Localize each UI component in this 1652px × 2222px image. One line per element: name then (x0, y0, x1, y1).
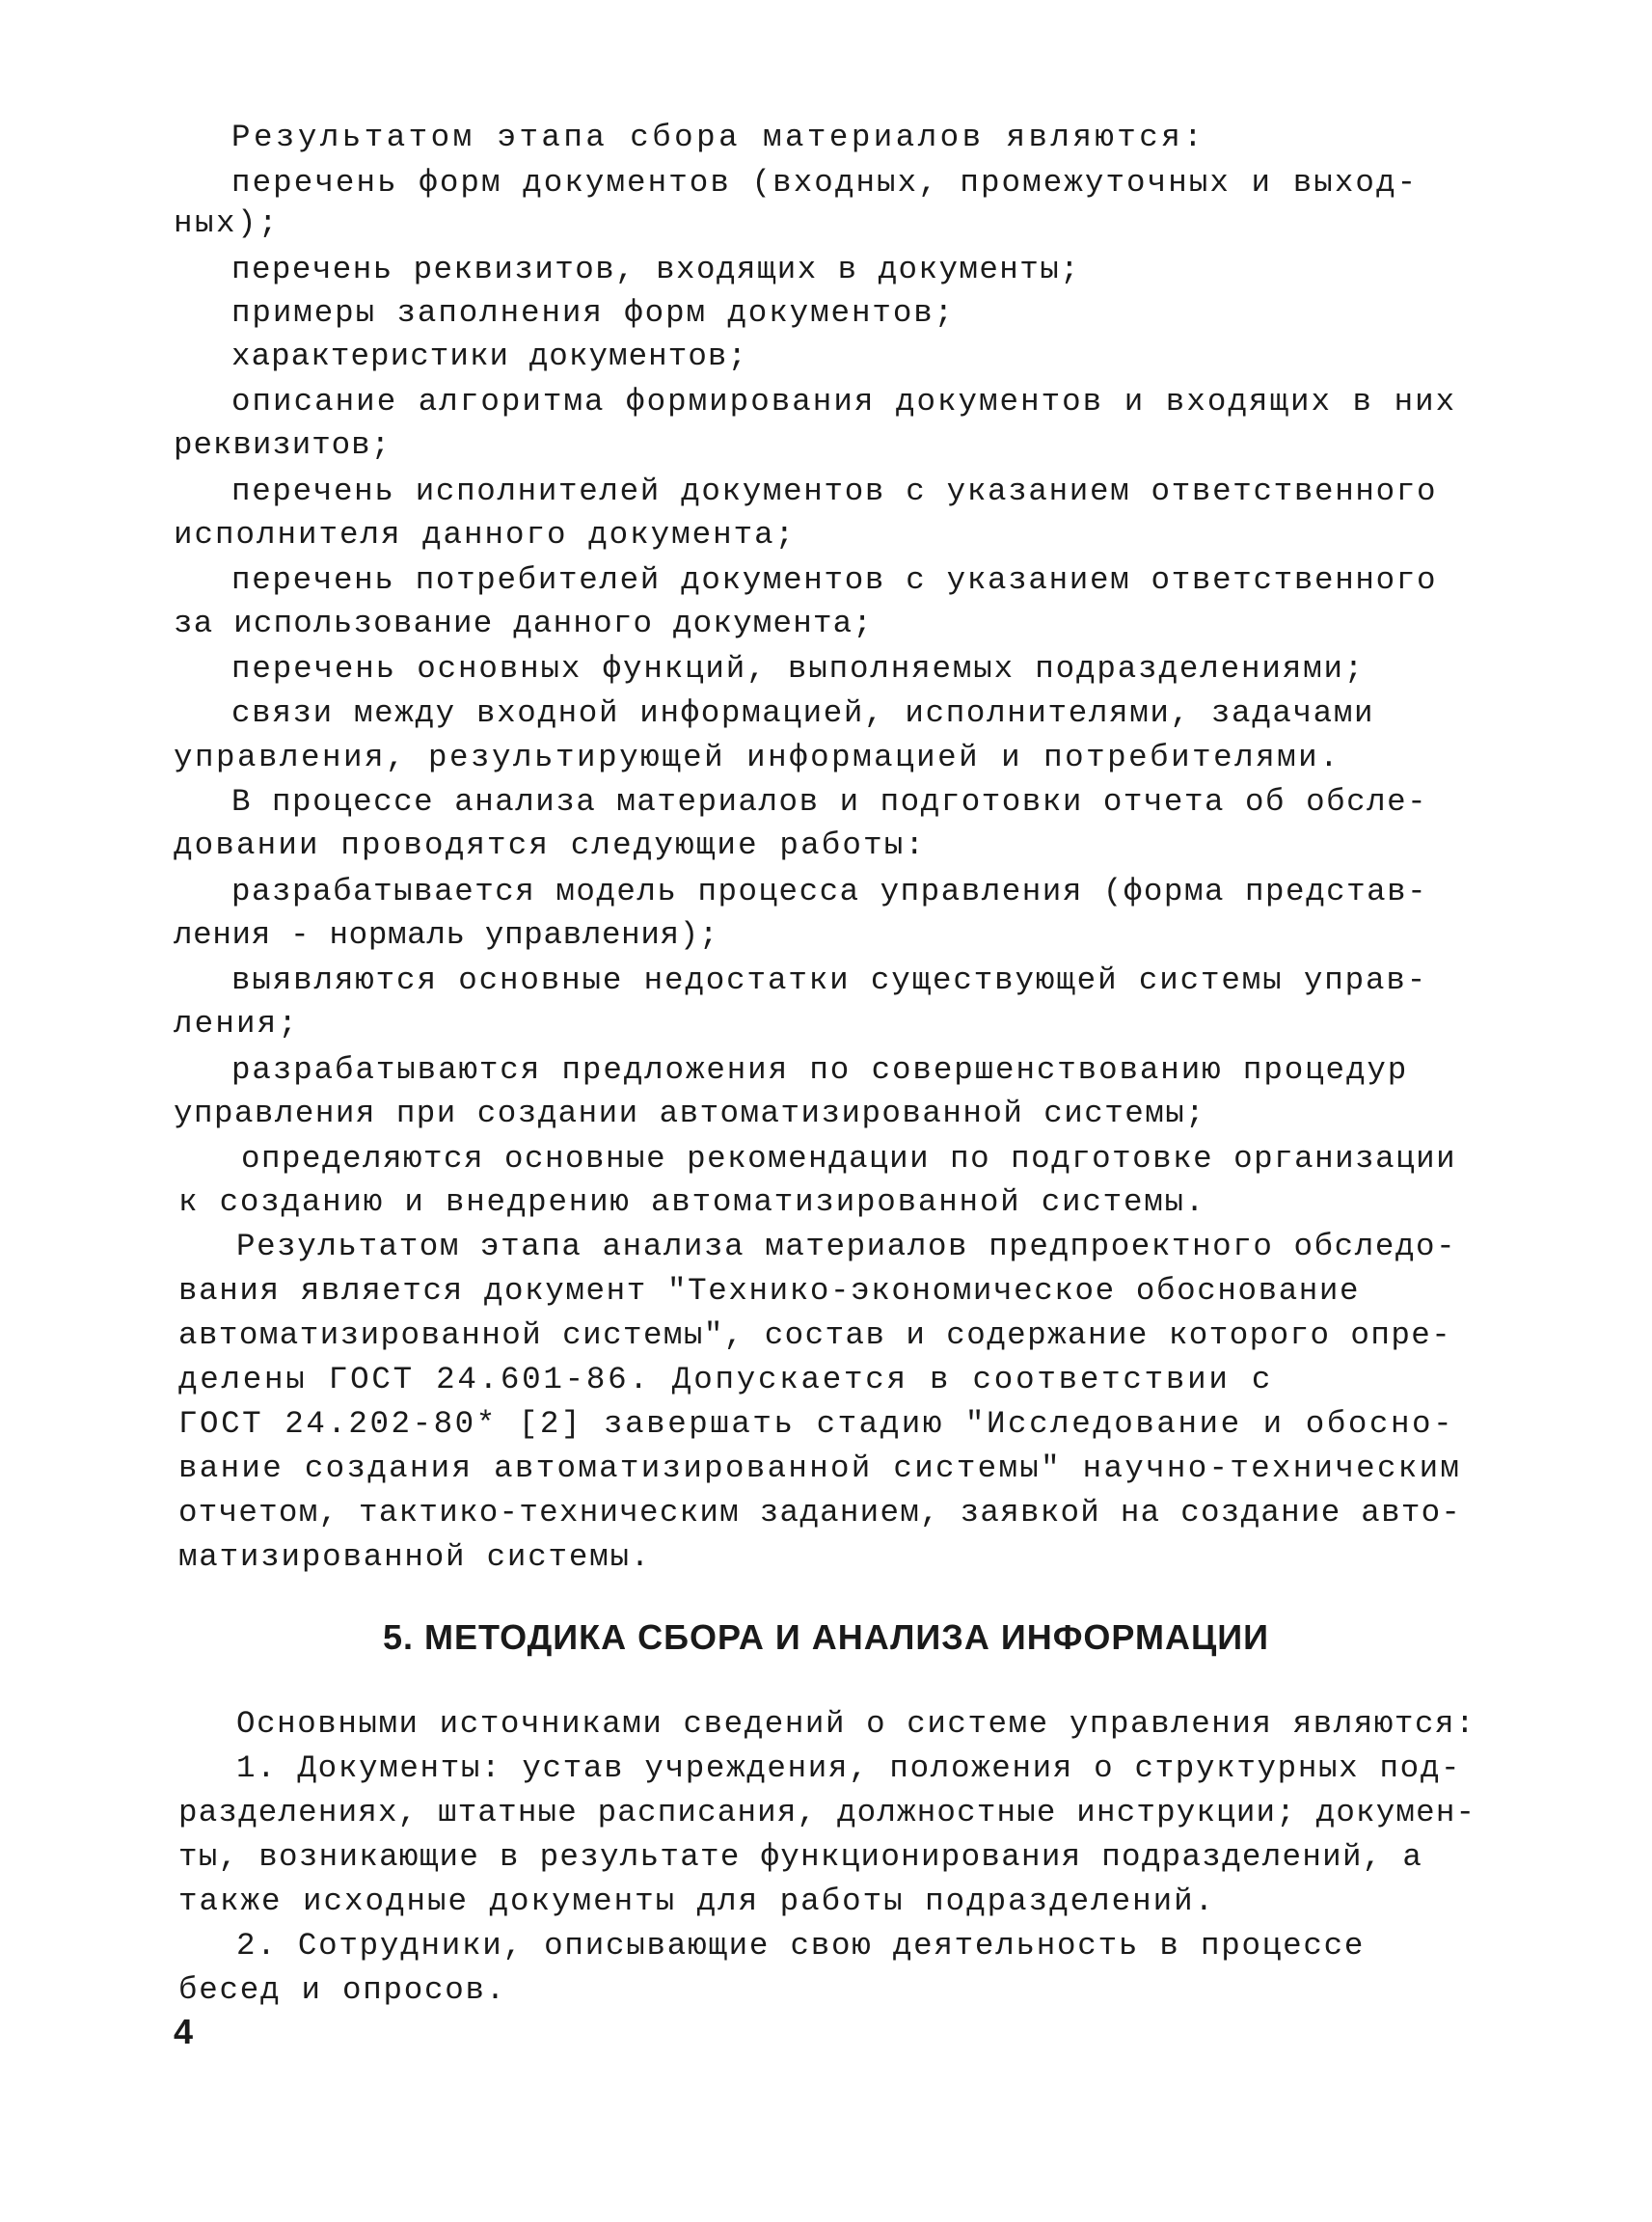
text-line: ных); (174, 205, 281, 241)
text-line: описание алгоритма формирования документов и входящих в них (231, 384, 1457, 420)
text-line: выявляются основные недостатки существующей системы управ- (231, 962, 1428, 998)
text-line: разрабатывается модель процесса управления (форма представ- (231, 874, 1428, 909)
text-line: делены ГОСТ 24.601-86. Допускается в соответствии с (178, 1362, 1274, 1397)
text-line: управления, результирующей информацией и потребителями. (174, 740, 1341, 775)
text-line: Результатом этапа сбора материалов являются: (231, 120, 1206, 155)
text-line: характеристики документов; (231, 339, 748, 374)
text-line: автоматизированной системы", состав и содержание которого опре- (178, 1317, 1452, 1353)
text-line: также исходные документы для работы подразделений. (178, 1883, 1216, 1919)
text-line: Результатом этапа анализа материалов предпроектного обследо- (236, 1229, 1457, 1264)
text-line: перечень форм документов (входных, промежуточных и выход- (231, 165, 1419, 201)
text-line: ления - нормаль управления); (174, 917, 719, 953)
text-line: ления; (174, 1006, 300, 1042)
text-line: перечень основных функций, выполняемых подразделениями; (231, 651, 1366, 687)
text-line: довании проводятся следующие работы: (174, 827, 927, 863)
text-line: В процессе анализа материалов и подготовки отчета об обсле- (231, 784, 1428, 820)
text-line: 1. Документы: устав учреждения, положения о структурных под- (236, 1750, 1462, 1786)
text-line: к созданию и внедрению автоматизированной системы. (178, 1184, 1206, 1220)
text-line: примеры заполнения форм документов; (231, 295, 956, 331)
text-line: вания является документ "Технико-экономическое обоснование (178, 1273, 1361, 1309)
text-line: бесед и опросов. (178, 1972, 507, 2008)
text-line: перечень исполнителей документов с указанием ответственного (231, 474, 1438, 509)
text-line: разрабатываются предложения по совершенствованию процедур (231, 1052, 1409, 1088)
text-line: связи между входной информацией, исполнителями, задачами (231, 695, 1375, 731)
page-number: 4 (174, 2012, 194, 2051)
section-heading: 5. МЕТОДИКА СБОРА И АНАЛИЗА ИНФОРМАЦИИ (382, 1617, 1270, 1657)
text-line: разделениях, штатные расписания, должностные инструкции; докумен- (178, 1795, 1476, 1830)
text-line: исполнителя данного документа; (174, 517, 797, 553)
text-line: за использование данного документа; (174, 606, 874, 641)
text-line: вание создания автоматизированной системы" научно-техническим (178, 1450, 1462, 1486)
text-line: определяются основные рекомендации по подготовке организации (241, 1141, 1457, 1177)
text-line: управления при создании автоматизированной системы; (174, 1096, 1206, 1131)
text-line: 2. Сотрудники, описывающие свою деятельность в процессе (236, 1928, 1366, 1964)
text-line: отчетом, тактико-техническим заданием, заявкой на создание авто- (178, 1495, 1462, 1531)
text-line: ты, возникающие в результате функционирования подразделений, а (178, 1839, 1423, 1875)
text-line: ГОСТ 24.202-80* [2] завершать стадию "Исследование и обосно- (178, 1406, 1455, 1442)
text-line: реквизитов; (174, 427, 392, 463)
text-line: Основными источниками сведений о системе управления являются: (236, 1706, 1476, 1742)
text-line: перечень реквизитов, входящих в документы; (231, 252, 1081, 287)
text-line: матизированной системы. (178, 1539, 652, 1575)
text-line: перечень потребителей документов с указанием ответственного (231, 562, 1438, 598)
